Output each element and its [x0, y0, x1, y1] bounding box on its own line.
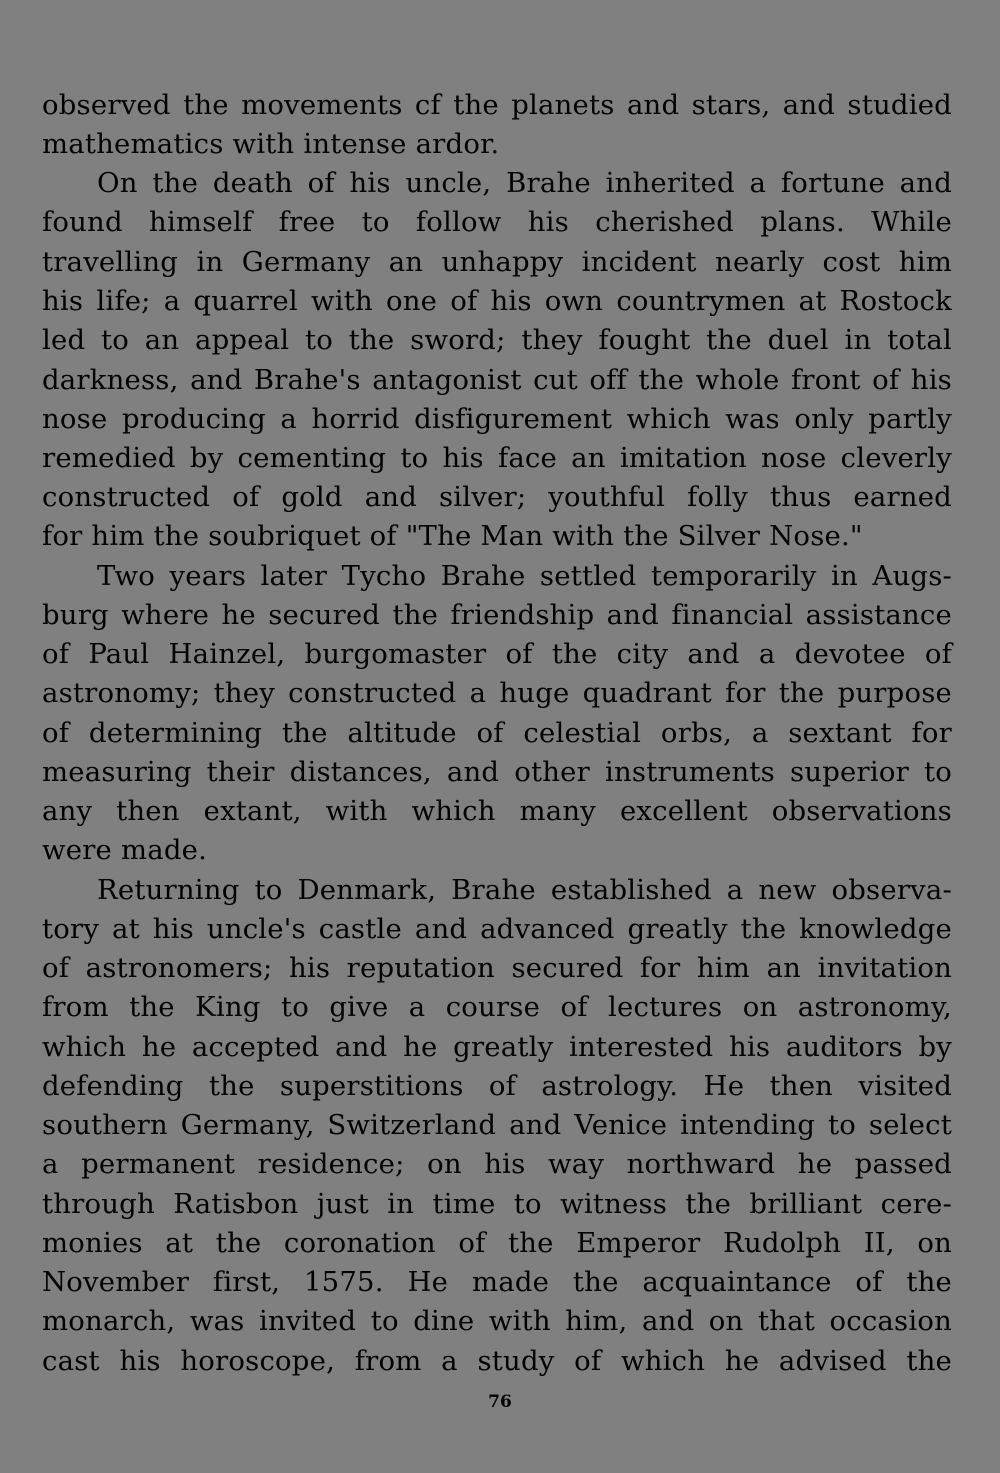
text-line: led to an appeal to the sword; they fought the duel in total [42, 324, 952, 356]
text-line: defending the superstitions of astrology. He then visited [42, 1070, 952, 1102]
text-line: monies at the coronation of the Emperor Rudolph II, on [42, 1227, 952, 1259]
text-line: for him the soubriquet of "The Man with the Silver Nose." [42, 520, 863, 552]
page-number: 76 [488, 1392, 512, 1412]
text-line: Two years later Tycho Brahe settled temporarily in Augs- [97, 560, 952, 592]
text-line: from the King to give a course of lectures on astronomy, [42, 991, 952, 1023]
text-line: a permanent residence; on his way northward he passed [42, 1148, 952, 1180]
text-line: his life; a quarrel with one of his own countrymen at Rostock [42, 285, 952, 317]
text-line: constructed of gold and silver; youthful folly thus earned [42, 481, 952, 513]
text-line: any then extant, with which many excellent observations [42, 795, 952, 827]
text-line: measuring their distances, and other instruments superior to [42, 756, 952, 788]
text-line: darkness, and Brahe's antagonist cut off the whole front of his [42, 364, 952, 396]
text-line: which he accepted and he greatly interested his auditors by [42, 1031, 952, 1063]
text-line: burg where he secured the friendship and financial assistance [42, 599, 952, 631]
text-line: observed the movements cf the planets and stars, and studied [42, 89, 952, 121]
text-line: remedied by cementing to his face an imitation nose cleverly [42, 442, 952, 474]
text-line: found himself free to follow his cherished plans. While [42, 206, 952, 238]
text-line: southern Germany, Switzerland and Venice intending to select [42, 1109, 952, 1141]
text-line: November first, 1575. He made the acquaintance of the [42, 1266, 952, 1298]
text-line: nose producing a horrid disfigurement which was only partly [42, 403, 952, 435]
text-line: of determining the altitude of celestial orbs, a sextant for [42, 717, 952, 749]
text-line: monarch, was invited to dine with him, and on that occasion [42, 1305, 952, 1337]
text-line: through Ratisbon just in time to witness the brilliant cere- [42, 1188, 952, 1220]
text-line: travelling in Germany an unhappy incident nearly cost him [42, 246, 952, 278]
text-line: were made. [42, 834, 208, 866]
text-line: Returning to Denmark, Brahe established a new observa- [97, 874, 952, 906]
text-line: cast his horoscope, from a study of which he advised the [42, 1345, 952, 1377]
text-line: On the death of his uncle, Brahe inherited a fortune and [97, 167, 952, 199]
text-line: of astronomers; his reputation secured for him an invitation [42, 952, 952, 984]
text-line: tory at his uncle's castle and advanced greatly the knowledge [42, 913, 952, 945]
text-line: of Paul Hainzel, burgomaster of the city and a devotee of [42, 638, 952, 670]
text-line: mathematics with intense ardor. [42, 128, 500, 160]
text-line: astronomy; they constructed a huge quadrant for the purpose [42, 677, 952, 709]
